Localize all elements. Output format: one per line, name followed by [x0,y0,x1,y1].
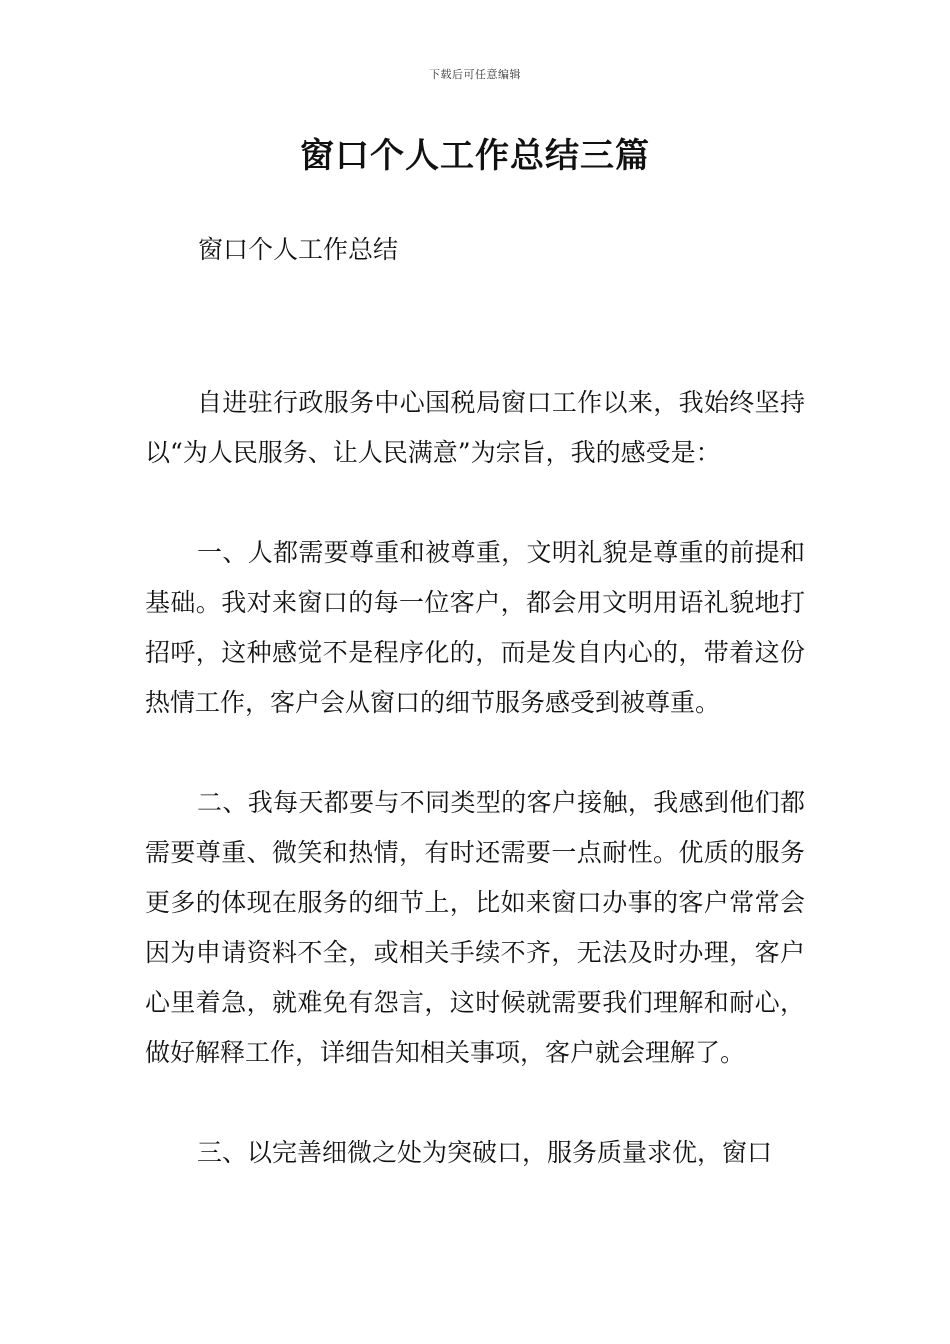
header-note: 下载后可任意编辑 [429,68,521,81]
section-subtitle: 窗口个人工作总结 [198,235,399,264]
paragraph-point-1: 一、人都需要尊重和被尊重，文明礼貌是尊重的前提和基础。我对来窗口的每一位客户，都会用文明用语礼貌地打招呼，这种感觉不是程序化的，而是发自内心的，带着这份热情工作，客户会从窗口的细节服务感受到被尊重。 [145,538,805,717]
document-title: 窗口个人工作总结三篇 [300,136,650,176]
paragraph-point-3: 三、以完善细微之处为突破口，服务质量求优，窗口 [197,1138,773,1167]
paragraph-intro: 自进驻行政服务中心国税局窗口工作以来，我始终坚持以“为人民服务、让人民满意”为宗旨，我的感受是： [145,388,805,467]
paragraph-point-2: 二、我每天都要与不同类型的客户接触，我感到他们都需要尊重、微笑和热情，有时还需要一点耐性。优质的服务更多的体现在服务的细节上，比如来窗口办事的客户常常会因为申请资料不全，或相关手续不齐，无法及时办理，客户心里着急，就难免有怨言，这时候就需要我们理解和耐心，做好解释工作，详细告知相关事项，客户就会理解了。 [145,788,805,1067]
document-body [145,378,805,1228]
